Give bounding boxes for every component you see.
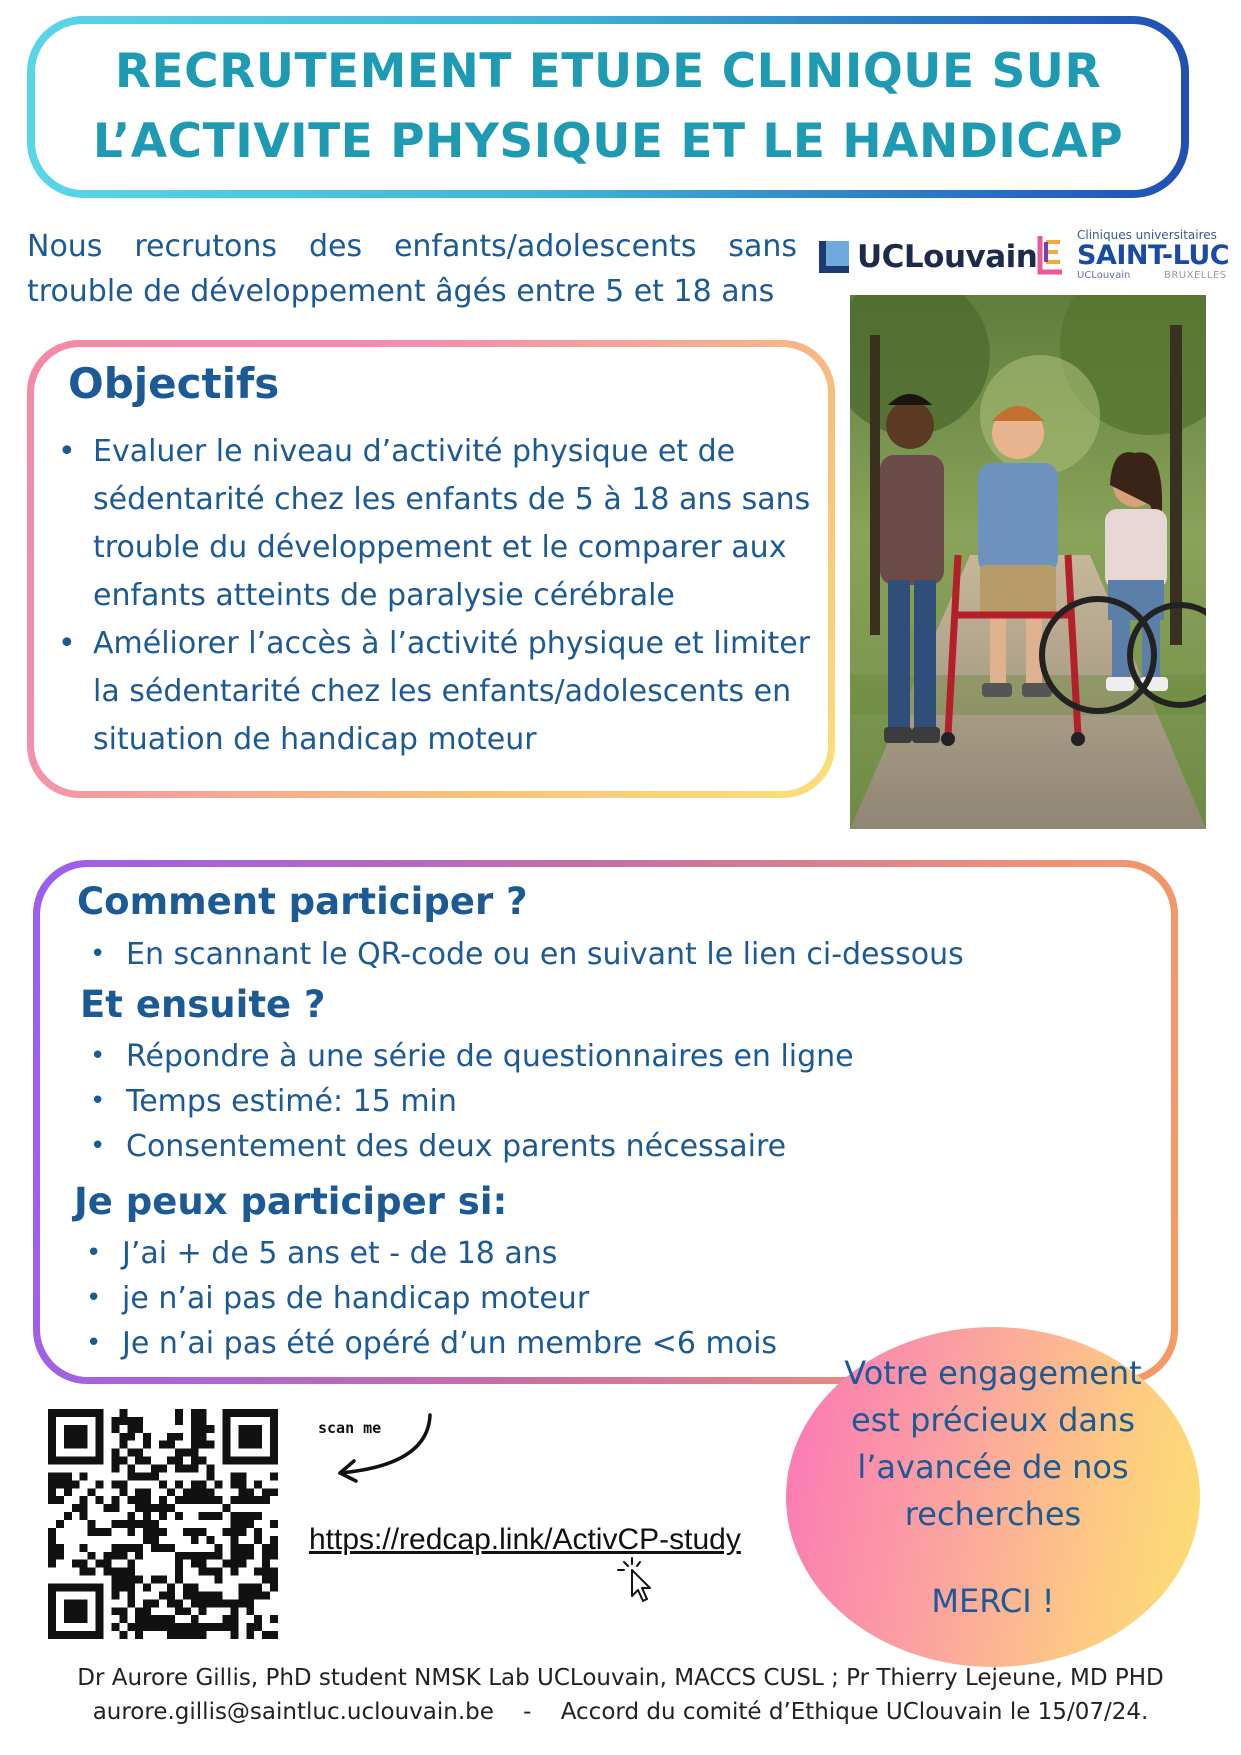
ensuite-list [90,1034,854,1169]
list-item: • En scannant le QR-code ou en suivant le lien ci-dessous [90,932,964,977]
uclouvain-mark-icon [819,241,849,273]
merci-line-3: l’avancée de nos [857,1448,1129,1486]
qr-code-icon[interactable] [48,1409,278,1639]
intro-text [27,224,797,314]
conditions-list [86,1231,777,1366]
list-item: • J’ai + de 5 ans et - de 18 ans [86,1231,777,1276]
intro-line-1: Nous recrutons des enfants/adolescents sans [27,229,797,264]
list-item: • je n’ai pas de handicap moteur [86,1276,777,1321]
title-line-2: L’ACTIVITE PHYSIQUE ET LE HANDICAP [92,114,1124,169]
children-photo [850,295,1206,829]
list-item: • Améliorer l’accès à l’activité physique et limiter la sédentarité chez les enfants/adolescents en situation de handicap moteur [58,620,818,764]
footer-authors: Dr Aurore Gillis, PhD student NMSK Lab UCLouvain, MACCS CUSL ; Pr Thierry Lejeune, MD PHD [77,1665,1164,1691]
title-banner [27,16,1189,198]
participer-title: Comment participer ? [77,880,528,923]
participer-list [90,932,964,977]
saint-luc-sub-uclouvain: UCLouvain [1077,270,1131,281]
merci-thanks: MERCI ! [931,1582,1055,1620]
merci-message [786,1350,1200,1538]
merci-line-1: Votre engagement [844,1354,1142,1392]
uclouvain-logo [819,237,1037,277]
footer-contact: aurore.gillis@saintluc.uclouvain.be - Accord du comité d’Ethique UClouvain le 15/07/24. [92,1699,1149,1725]
saint-luc-logo [1036,226,1230,286]
title-line-1: RECRUTEMENT ETUDE CLINIQUE SUR [114,44,1102,99]
merci-line-4: recherches [904,1495,1082,1533]
conditions-title: Je peux participer si: [74,1180,508,1223]
list-item: • Evaluer le niveau d’activité physique et de sédentarité chez les enfants de 5 à 18 ans sans trouble du développement et le comparer aux enfants atteints de paralysie cérébrale [58,428,818,620]
merci-line-2: est précieux dans [851,1401,1135,1439]
ensuite-title: Et ensuite ? [80,983,326,1026]
saint-luc-big-text: SAINT-LUC [1077,240,1230,271]
list-item: • Je n’ai pas été opéré d’un membre <6 mois [86,1321,777,1366]
list-item: • Temps estimé: 15 min [90,1079,854,1124]
saint-luc-sub-bruxelles: BRUXELLES [1164,270,1227,281]
objectifs-list [58,428,818,764]
curved-arrow-icon [330,1405,440,1485]
saint-luc-mark-icon [1036,234,1066,276]
study-link[interactable]: https://redcap.link/ActivCP-study [309,1523,741,1556]
list-item: • Répondre à une série de questionnaires en ligne [90,1034,854,1079]
uclouvain-logo-text: UCLouvain [857,239,1038,275]
cursor-click-icon [614,1556,664,1604]
intro-line-2: trouble de développement âgés entre 5 et 18 ans [27,274,775,309]
objectifs-title: Objectifs [68,359,280,408]
scan-me-label: scan me [318,1419,382,1437]
list-item: • Consentement des deux parents nécessaire [90,1124,854,1169]
saint-luc-small-text: Cliniques universitaires [1077,228,1217,242]
